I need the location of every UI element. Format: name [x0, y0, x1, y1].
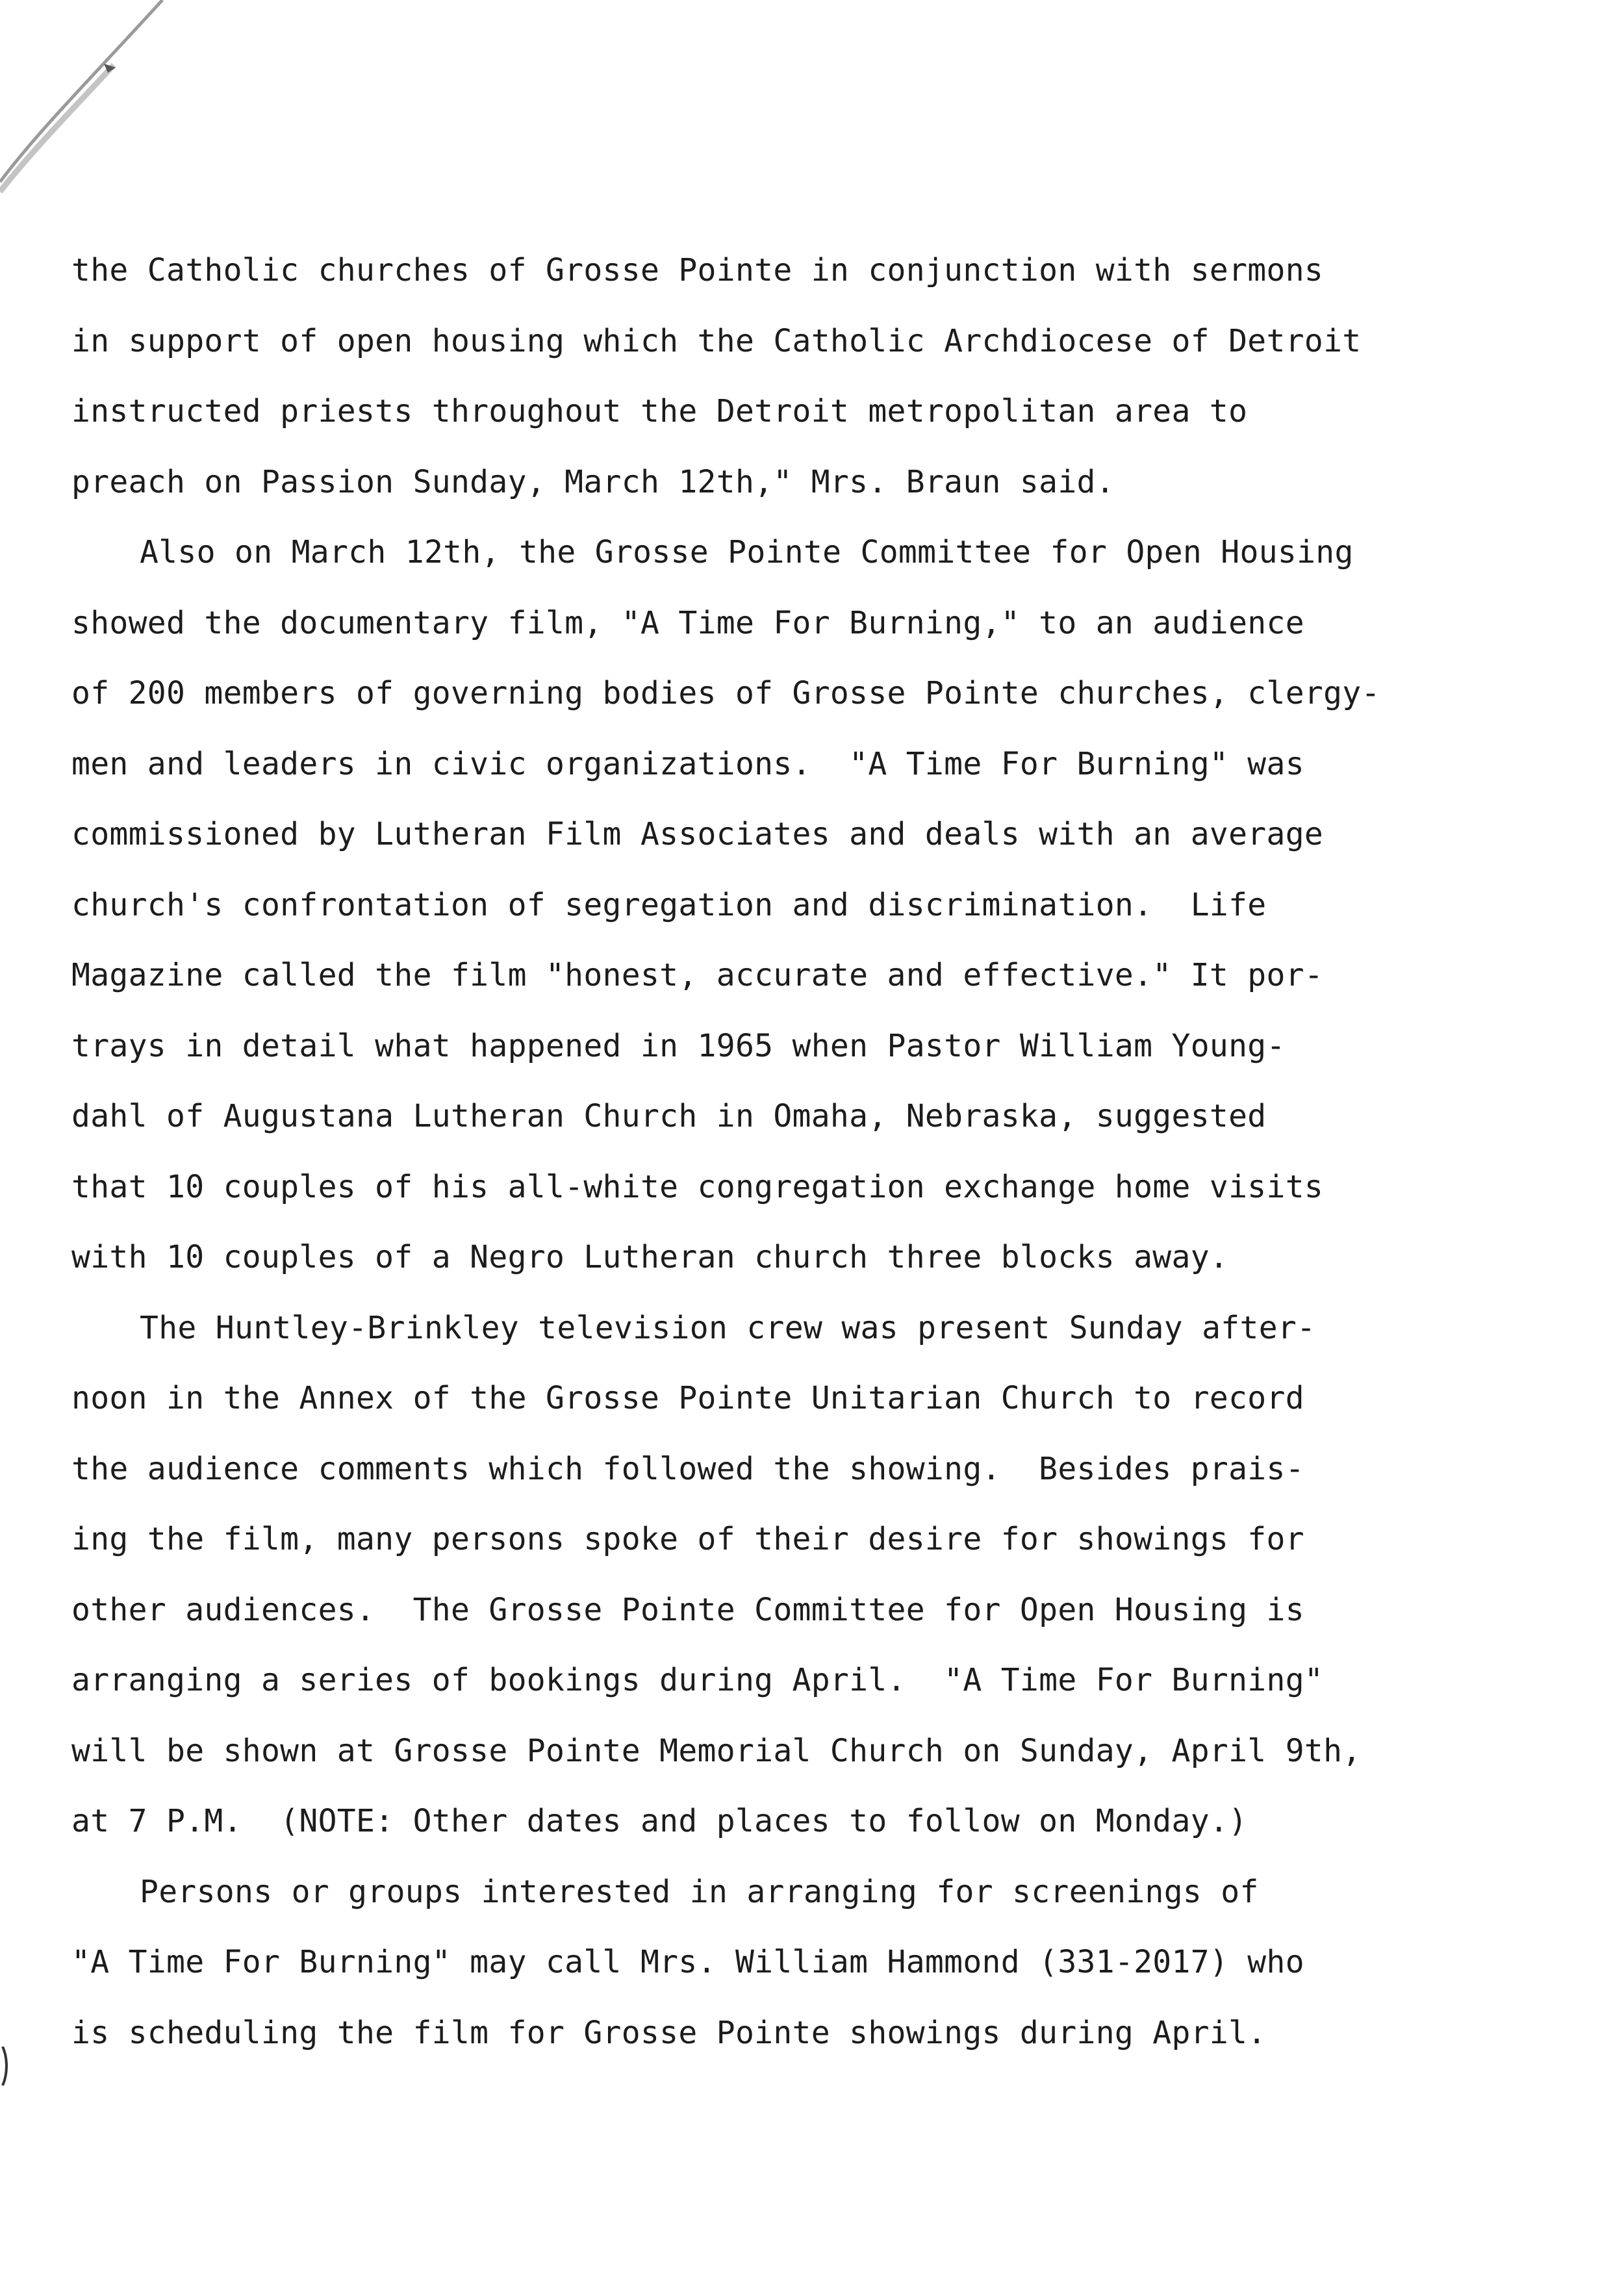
corner-fold-mark — [0, 0, 195, 208]
paragraph-4 — [71, 1857, 1566, 2069]
text-line: Magazine called the film "honest, accurate and effective." It por- — [71, 957, 1324, 993]
paragraph-3 — [71, 1293, 1566, 1857]
text-line: will be shown at Grosse Pointe Memorial Church on Sunday, April 9th, — [71, 1732, 1362, 1769]
text-line: church's confrontation of segregation and discrimination. Life — [71, 886, 1267, 923]
text-line: trays in detail what happened in 1965 when Pastor William Young- — [71, 1027, 1286, 1064]
text-line: men and leaders in civic organizations. "A Time For Burning" was — [71, 745, 1304, 782]
page-edge-mark — [0, 2047, 9, 2086]
text-line: noon in the Annex of the Grosse Pointe Unitarian Church to record — [71, 1380, 1304, 1416]
text-line: commissioned by Lutheran Film Associates and deals with an average — [71, 816, 1324, 852]
paragraph-2 — [71, 517, 1566, 1293]
text-line: is scheduling the film for Grosse Pointe showings during April. — [71, 2014, 1267, 2051]
text-line: dahl of Augustana Lutheran Church in Omaha, Nebraska, suggested — [71, 1098, 1267, 1134]
typed-text-body — [71, 235, 1566, 2068]
text-line: arranging a series of bookings during April. "A Time For Burning" — [71, 1662, 1324, 1698]
text-line: Also on March 12th, the Grosse Pointe Committee for Open Housing — [140, 534, 1354, 570]
text-line: that 10 couples of his all-white congregation exchange home visits — [71, 1168, 1324, 1205]
text-line: the Catholic churches of Grosse Pointe in conjunction with sermons — [71, 252, 1324, 288]
text-line: "A Time For Burning" may call Mrs. William Hammond (331-2017) who — [71, 1944, 1304, 1980]
text-line: with 10 couples of a Negro Lutheran church three blocks away. — [71, 1239, 1229, 1275]
text-line: showed the documentary film, "A Time For Burning," to an audience — [71, 604, 1304, 641]
text-line: ing the film, many persons spoke of their desire for showings for — [71, 1521, 1304, 1557]
text-line: instructed priests throughout the Detroit metropolitan area to — [71, 393, 1248, 429]
text-line: in support of open housing which the Catholic Archdiocese of Detroit — [71, 322, 1362, 359]
text-line: The Huntley-Brinkley television crew was present Sunday after- — [140, 1309, 1316, 1346]
text-line: preach on Passion Sunday, March 12th," Mrs. Braun said. — [71, 463, 1115, 500]
text-line: other audiences. The Grosse Pointe Committee for Open Housing is — [71, 1591, 1304, 1628]
text-line: Persons or groups interested in arranging for screenings of — [140, 1873, 1259, 1910]
text-line: at 7 P.M. (NOTE: Other dates and places to follow on Monday.) — [71, 1803, 1248, 1839]
text-line: of 200 members of governing bodies of Grosse Pointe churches, clergy- — [71, 675, 1380, 711]
text-line: the audience comments which followed the showing. Besides prais- — [71, 1450, 1304, 1487]
paragraph-1 — [71, 235, 1566, 517]
